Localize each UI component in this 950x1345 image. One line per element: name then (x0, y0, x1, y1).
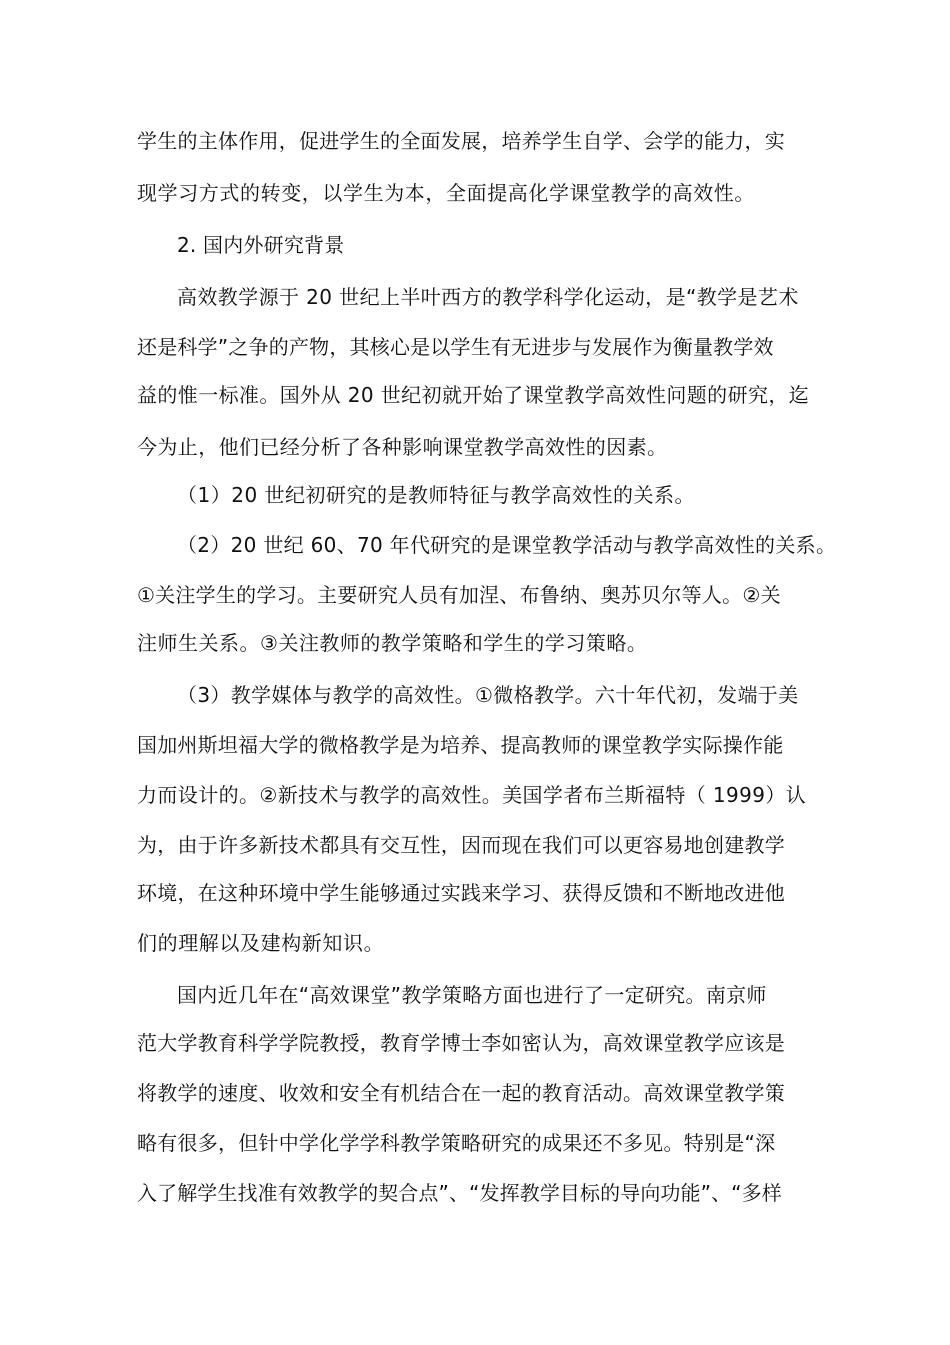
text-line: 们的理解以及建构新知识。 (137, 931, 385, 955)
text-line: 国加州斯坦福大学的微格教学是为培养、提高教师的课堂教学实际操作能 (137, 733, 784, 757)
text-line: ①关注学生的学习。主要研究人员有加涅、布鲁纳、奥苏贝尔等人。②关 (137, 583, 781, 607)
text-line: 还是科学”之争的产物，其核心是以学生有无进步与发展作为衡量教学效 (137, 335, 774, 359)
text-line: 国内近几年在“高效课堂”教学策略方面也进行了一定研究。南京师 (177, 983, 767, 1007)
section-heading: 2. 国内外研究背景 (177, 233, 345, 257)
text-line: 今为止，他们已经分析了各种影响课堂教学高效性的因素。 (137, 435, 668, 459)
text-line: 环境，在这种环境中学生能够通过实践来学习、获得反馈和不断地改进他 (137, 881, 785, 905)
list-item: （1）20 世纪初研究的是教师特征与教学高效性的关系。 (177, 483, 696, 507)
text-line: 范大学教育科学学院教授，教育学博士李如密认为，高效课堂教学应该是 (137, 1031, 785, 1055)
text-line: 入了解学生找准有效教学的契合点”、“发挥教学目标的导向功能”、“多样 (137, 1181, 782, 1205)
text-line: 将教学的速度、收效和安全有机结合在一起的教育活动。高效课堂教学策 (137, 1081, 785, 1105)
text-line: 略有很多，但针中学化学学科教学策略研究的成果还不多见。特别是“深 (137, 1131, 776, 1155)
text-line: 益的惟一标准。国外从 20 世纪初就开始了课堂教学高效性问题的研究，迄 (137, 383, 810, 407)
list-item: （2）20 世纪 60、70 年代研究的是课堂教学活动与教学高效性的关系。 (177, 533, 837, 557)
text-line: 高效教学源于 20 世纪上半叶西方的教学科学化运动，是“教学是艺术 (177, 285, 799, 309)
text-line: 力而设计的。②新技术与教学的高效性。美国学者布兰斯福特（ 1999）认 (137, 783, 807, 807)
text-line: 为，由于许多新技术都具有交互性，因而现在我们可以更容易地创建教学 (137, 833, 785, 857)
list-item: （3）教学媒体与教学的高效性。①微格教学。六十年代初，发端于美 (177, 683, 799, 707)
text-line: 注师生关系。③关注教师的教学策略和学生的学习策略。 (137, 631, 648, 655)
text-line: 现学习方式的转变，以学生为本，全面提高化学课堂教学的高效性。 (137, 181, 755, 205)
text-line: 学生的主体作用，促进学生的全面发展，培养学生自学、会学的能力，实 (137, 129, 785, 153)
